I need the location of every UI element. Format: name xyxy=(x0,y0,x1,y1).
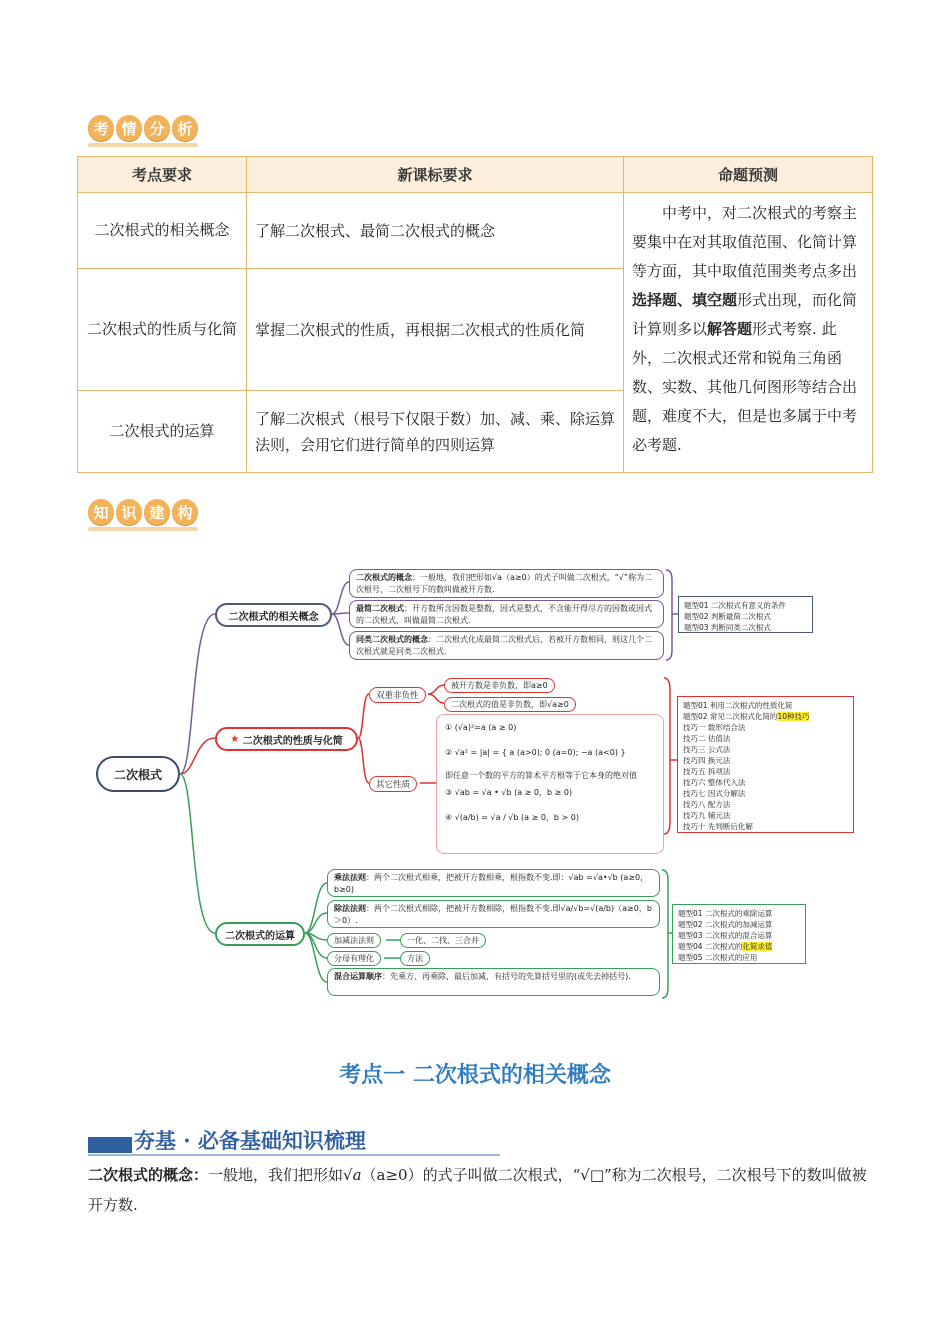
formula: ② √a² = |a| = { a (a>0); 0 (a=0); −a (a<0) } xyxy=(445,748,626,757)
concept-box xyxy=(349,631,664,660)
badge-char: 考 xyxy=(88,115,114,141)
type-item-text: 题型04 二次根式的 xyxy=(678,942,743,951)
type-item: 技巧三 公式法 xyxy=(683,745,731,754)
rule-detail xyxy=(400,933,486,948)
formula-note: 即任意一个数的平方的算术平方根等于它本身的绝对值 xyxy=(445,771,637,780)
prediction-text: 中考中，对二次根式的考察主要集中在对其取值范围、化简计算等方面，其中取值范围类考点多出 xyxy=(632,204,858,280)
rule-item-label: 分母有理化 xyxy=(334,954,374,963)
badge-char: 情 xyxy=(116,115,142,141)
rule-box xyxy=(327,968,660,996)
banner-bar xyxy=(88,1137,132,1153)
branch-label: 二次根式的相关概念 xyxy=(228,611,319,623)
type-item: 题型01 利用二次根式的性质化简 xyxy=(683,701,793,710)
type-item: 题型03 二次根式的混合运算 xyxy=(678,931,773,940)
concept-box xyxy=(349,600,664,628)
type-item xyxy=(678,941,800,952)
sqrt-expression: √a xyxy=(343,1166,362,1184)
type-item: 题型01 二次根式的乘除运算 xyxy=(678,909,773,918)
rule-title: 混合运算顺序 xyxy=(334,972,382,981)
type-item: 题型02 二次根式的加减运算 xyxy=(678,920,773,929)
banner xyxy=(88,1127,500,1155)
concept-title: 同类二次根式的概念 xyxy=(356,635,428,644)
cell-standard: 了解二次根式（根号下仅限于数）加、减、乘、除运算法则，会用它们进行简单的四则运算 xyxy=(247,391,624,473)
cell-standard: 了解二次根式、最简二次根式的概念 xyxy=(247,193,624,269)
definition-title: 二次根式的概念： xyxy=(88,1166,209,1184)
rule-detail-text: 一化、二找、三合并 xyxy=(407,936,479,945)
type-item-text: 题型02 常见二次根式化简的 xyxy=(683,712,778,721)
concept-title: 最简二次根式 xyxy=(356,604,404,613)
sub-detail xyxy=(444,678,555,693)
branch-label: 二次根式的性质与化简 xyxy=(242,735,343,747)
star-icon: ★ xyxy=(230,733,240,745)
type-item: 技巧七 因式分解法 xyxy=(683,789,746,798)
rule-text: ：两个二次根式相乘，把被开方数相乘，根指数不变.即：√ab =√a•√b (a≥0，b≥0) xyxy=(334,873,649,894)
header-point: 考点要求 xyxy=(78,157,247,193)
header-prediction: 命题预测 xyxy=(624,157,873,193)
banner-text: 夯基 · 必备基础知识梳理 xyxy=(134,1128,366,1153)
prediction-bold: 选择题 xyxy=(632,291,678,309)
type-item: 题型02 判断最简二次根式 xyxy=(684,612,771,621)
badge-char: 知 xyxy=(88,499,114,525)
sub-topic-label: 双重非负性 xyxy=(376,691,419,701)
rule-box xyxy=(327,869,660,897)
type-item xyxy=(683,711,848,722)
rule-box xyxy=(327,900,660,928)
definition-text: （a≥0）的式子叫做二次根式，“√□”称为二次根号，二次根号下的数叫做被开方数. xyxy=(88,1166,867,1214)
rule-item xyxy=(327,933,381,948)
definition-text: 一般地，我们把形如 xyxy=(208,1166,344,1184)
rule-item xyxy=(327,951,381,966)
badge-char: 建 xyxy=(144,499,170,525)
type-item: 题型05 二次根式的应用 xyxy=(678,953,758,962)
type-item: 技巧一 数形结合法 xyxy=(683,723,746,732)
formula: ① (√a)²=a (a ≥ 0) xyxy=(445,723,517,732)
cell-point: 二次根式的相关概念 xyxy=(78,193,247,269)
type-item: 题型01 二次根式有意义的条件 xyxy=(684,601,786,610)
rule-text: ：两个二次根式相除，把被开方数相除，根指数不变.即√a/√b=√(a/b)（a≥0，b＞0）. xyxy=(334,904,652,925)
badge-char: 析 xyxy=(172,115,198,141)
mindmap-root xyxy=(96,756,180,792)
formula: ③ √ab = √a • √b (a ≥ 0，b ≥ 0) xyxy=(445,788,573,797)
type-item-highlight: 10种技巧 xyxy=(777,712,810,721)
type-item: 题型03 判断同类二次根式 xyxy=(684,623,771,632)
formula: ④ √(a/b) = √a / √b (a ≥ 0，b > 0) xyxy=(445,813,579,822)
prediction-bold: 解答题 xyxy=(707,320,753,338)
section-title: 考点一 二次根式的相关概念 xyxy=(339,1063,611,1088)
prediction-bold: 填空题 xyxy=(692,291,738,309)
type-list xyxy=(672,904,806,964)
type-item: 技巧八 配方法 xyxy=(683,800,731,809)
concept-text: ：一般地，我们把形如√a（a≥0）的式子叫做二次根式，“√”称为二次根号，二次根号下的数叫做被开方数. xyxy=(356,573,653,594)
sub-detail-text: 二次根式的值是非负数，即√a≥0 xyxy=(451,700,569,709)
cell-standard: 掌握二次根式的性质，再根据二次根式的性质化简 xyxy=(247,269,624,391)
prediction-text: 形式出现，而化简计算则多以 xyxy=(632,291,858,338)
sub-topic-label: 其它性质 xyxy=(376,780,411,790)
formula-box xyxy=(436,714,664,854)
cell-point: 二次根式的性质与化简 xyxy=(78,269,247,391)
branch-concepts xyxy=(215,603,332,627)
root-label: 二次根式 xyxy=(113,767,162,782)
type-item: 技巧四 换元法 xyxy=(683,756,731,765)
type-item: 技巧六 整体代入法 xyxy=(683,778,746,787)
sub-detail-text: 被开方数是非负数，即a≥0 xyxy=(451,681,548,690)
badge-char: 构 xyxy=(172,499,198,525)
rule-text: ：先乘方、再乘除，最后加减，有括号的先算括号里的(或先去掉括号). xyxy=(382,972,631,981)
badge-char: 识 xyxy=(116,499,142,525)
type-item: 技巧九 辅元法 xyxy=(683,811,731,820)
rule-title: 除法法则 xyxy=(334,904,366,913)
concept-box xyxy=(349,569,664,598)
type-item-highlight: 化简求值 xyxy=(742,942,773,951)
banner-underline xyxy=(88,1154,500,1156)
sub-topic xyxy=(369,687,426,703)
branch-label: 二次根式的运算 xyxy=(225,930,295,942)
type-item: 技巧十 先判断后化解 xyxy=(683,822,753,831)
rule-title: 乘法法则 xyxy=(334,873,366,882)
badge-char: 分 xyxy=(144,115,170,141)
concept-title: 二次根式的概念 xyxy=(356,573,412,582)
branch-operations xyxy=(215,922,305,946)
branch-properties xyxy=(215,727,358,751)
cell-point: 二次根式的运算 xyxy=(78,391,247,473)
rule-item-label: 加减法法则 xyxy=(334,936,374,945)
sub-topic xyxy=(369,776,417,792)
prediction-text: 形式考察. 此外，二次根式还常和锐角三角函数、实数、其他几何图形等结合出题，难度不大，但是也多属于中考必考题. xyxy=(632,320,858,454)
type-item: 技巧二 估值法 xyxy=(683,734,731,743)
rule-detail xyxy=(400,951,430,966)
type-list xyxy=(678,596,813,633)
sub-detail xyxy=(444,697,576,712)
concept-text: ：开方数所含因数是整数，因式是整式，不含能开得尽方的因数或因式的二次根式，叫做最简二次根式. xyxy=(356,604,652,625)
prediction-sep: 、 xyxy=(677,291,693,309)
type-item: 技巧五 拆项法 xyxy=(683,767,731,776)
definition-paragraph xyxy=(88,1160,868,1220)
rule-detail-text: 方法 xyxy=(407,954,423,963)
concept-text: ：二次根式化成最简二次根式后，若被开方数相同，则这几个二次根式就是同类二次根式. xyxy=(356,635,652,656)
type-list xyxy=(677,696,854,833)
header-standard: 新课标要求 xyxy=(247,157,624,193)
